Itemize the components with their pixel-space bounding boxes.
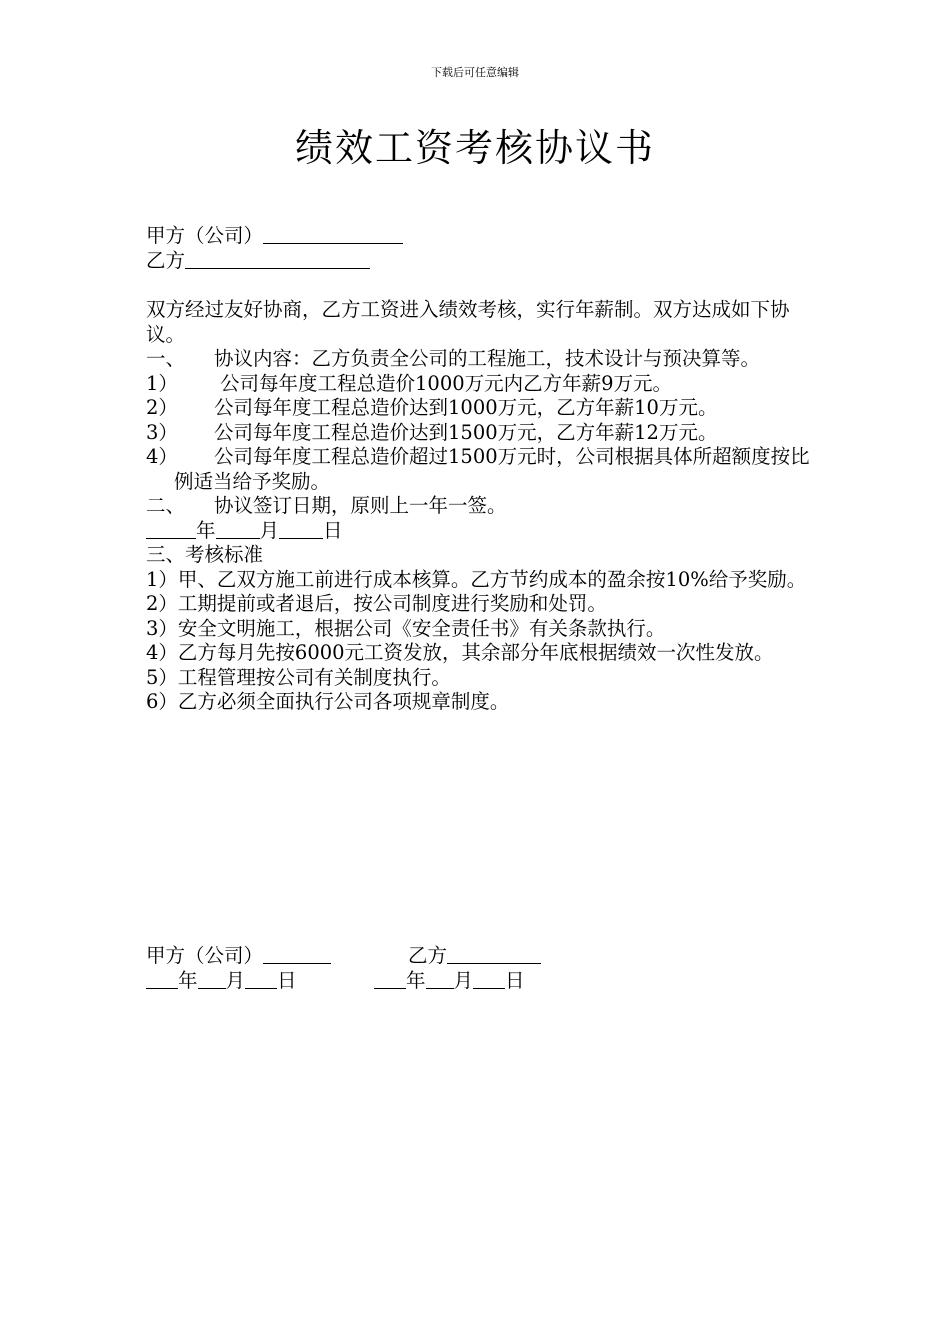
item-number: 2）	[146, 396, 178, 419]
month-blank	[426, 969, 454, 989]
sign-party-a-label: 甲方（公司）	[146, 944, 264, 967]
month-label: 月	[259, 518, 280, 542]
year-blank	[374, 969, 406, 989]
signature-block	[146, 944, 810, 993]
signature-dates-row	[146, 969, 810, 994]
year-label: 年	[178, 968, 198, 992]
year-label: 年	[196, 518, 216, 542]
month-label: 月	[225, 968, 246, 992]
month-blank	[216, 519, 260, 539]
sign-party-a-blank	[263, 944, 331, 964]
document-title: 绩效工资考核协议书	[294, 126, 655, 170]
sign-party-b	[408, 944, 541, 969]
section-1	[146, 347, 810, 372]
sign-date-line	[146, 519, 810, 544]
day-blank	[473, 969, 505, 989]
item-text: 公司每年度工程总造价1000万元内乙方年薪9万元。	[220, 371, 673, 395]
criterion-1: 1）甲、乙双方施工前进行成本核算。乙方节约成本的盈余按10%给予奖励。	[146, 567, 807, 591]
item-text: 公司每年度工程总造价超过1500万元时，公司根据具体所超额度按比例适当给予奖励。	[174, 445, 810, 493]
item-number: 1）	[146, 371, 178, 395]
item-1-2	[146, 396, 810, 421]
section-1-number: 一、	[146, 347, 186, 370]
intro-paragraph: 双方经过友好协商，乙方工资进入绩效考核，实行年薪制。双方达成如下协议。	[146, 298, 790, 346]
party-b-label: 乙方	[146, 248, 186, 272]
sign-date-a	[146, 969, 297, 994]
party-b-blank	[185, 249, 370, 269]
item-text: 公司每年度工程总造价达到1500万元，乙方年薪12万元。	[214, 420, 718, 444]
header-note: 下载后可任意编辑	[431, 66, 519, 79]
sign-party-a	[146, 944, 331, 969]
section-1-text: 协议内容：乙方负责全公司的工程施工，技术设计与预决算等。	[214, 347, 761, 370]
year-blank	[146, 519, 196, 539]
item-text: 公司每年度工程总造价达到1000万元，乙方年薪10万元。	[214, 396, 718, 419]
criterion-2: 2）工期提前或者退后，按公司制度进行奖励和处罚。	[146, 592, 607, 615]
item-1-3	[146, 421, 810, 446]
section-2	[146, 494, 810, 519]
section-3-title: 三、考核标准	[146, 543, 264, 566]
signature-names-row	[146, 944, 810, 969]
criterion-5: 5）工程管理按公司有关制度执行。	[146, 665, 451, 689]
item-number: 3）	[146, 420, 178, 444]
day-label: 日	[505, 968, 525, 992]
criterion-3: 3）安全文明施工，根据公司《安全责任书》有关条款执行。	[146, 616, 666, 640]
day-label: 日	[277, 968, 297, 992]
party-a-line	[146, 224, 810, 249]
criterion-4: 4）乙方每月先按6000元工资发放，其余部分年底根据绩效一次性发放。	[146, 641, 774, 664]
item-1-4	[146, 445, 810, 494]
day-blank	[279, 519, 323, 539]
party-a-blank	[263, 224, 403, 244]
day-label: 日	[323, 518, 343, 542]
item-number: 4）	[146, 445, 178, 468]
criterion-6: 6）乙方必须全面执行公司各项规章制度。	[146, 690, 510, 713]
day-blank	[245, 969, 277, 989]
section-2-number: 二、	[146, 494, 186, 517]
year-blank	[146, 969, 178, 989]
parties-block	[146, 224, 810, 273]
sign-party-b-label: 乙方	[408, 944, 448, 967]
month-blank	[198, 969, 226, 989]
sign-date-b	[374, 969, 525, 994]
item-1-1	[146, 372, 810, 397]
sign-party-b-blank	[447, 944, 541, 964]
year-label: 年	[406, 968, 426, 992]
section-2-text: 协议签订日期，原则上一年一签。	[214, 494, 507, 517]
month-label: 月	[453, 968, 474, 992]
party-a-label: 甲方（公司）	[146, 224, 264, 247]
agreement-body	[146, 298, 810, 715]
party-b-line	[146, 249, 810, 274]
